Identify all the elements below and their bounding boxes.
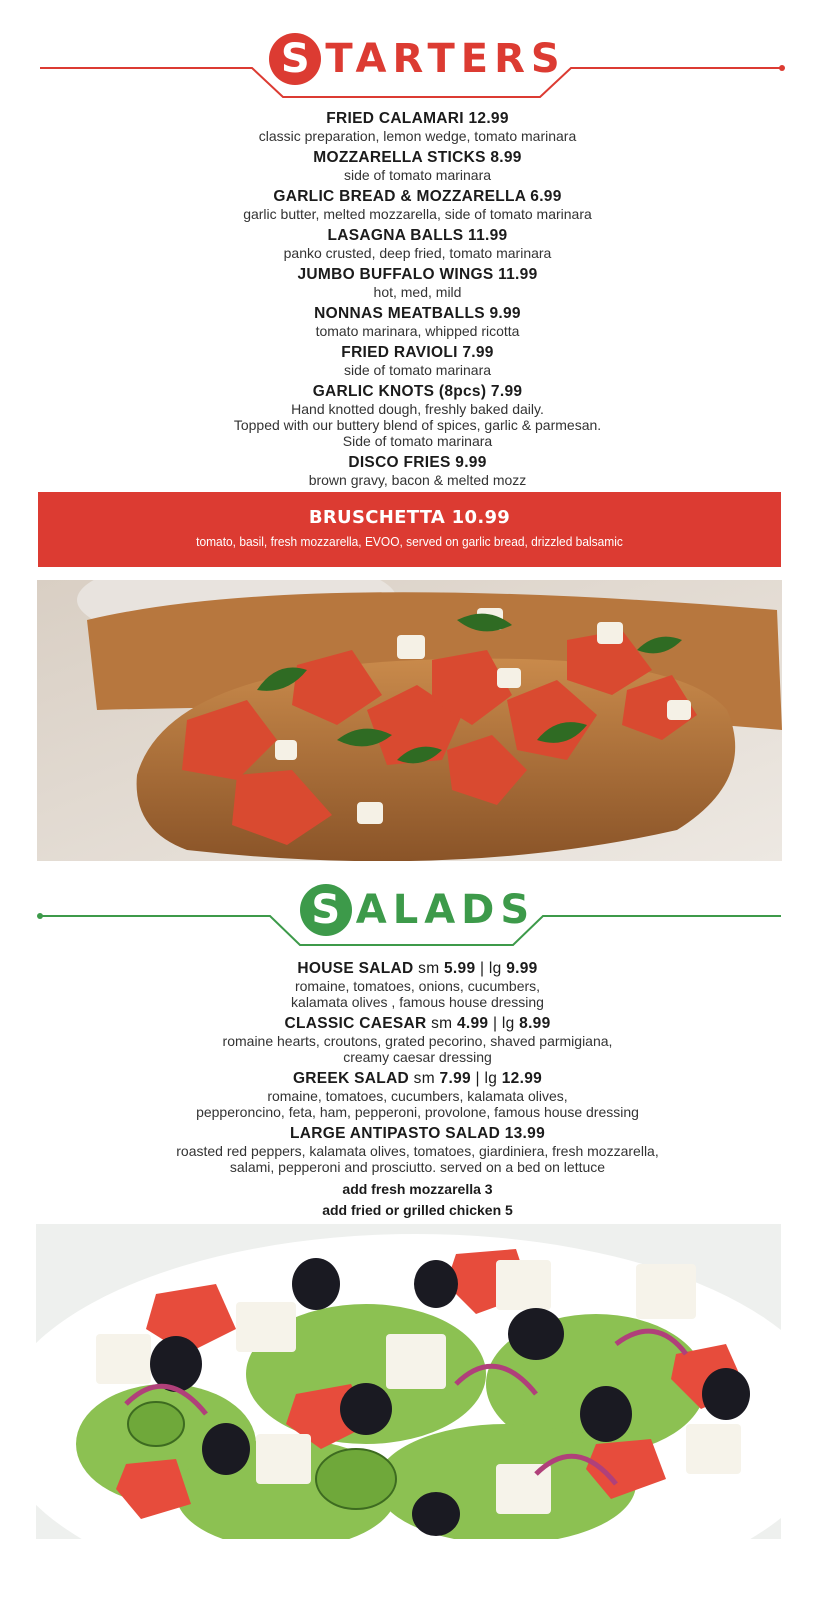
menu-item — [0, 382, 835, 449]
salads-title-text: ALADS — [355, 887, 536, 933]
item-description: side of tomato marinara — [343, 167, 492, 183]
menu-item — [0, 959, 835, 1010]
size-label-large: | lg — [492, 1015, 515, 1032]
item-description: Hand knotted dough, freshly baked daily. — [291, 401, 544, 417]
item-name: MOZZARELLA STICKS 8.99 — [313, 149, 522, 166]
menu-item — [0, 187, 835, 222]
item-name-row — [0, 1124, 835, 1143]
item-name: CLASSIC CAESAR — [284, 1015, 427, 1032]
item-description: creamy caesar dressing — [343, 1049, 492, 1065]
salad-photo — [36, 1224, 781, 1539]
price-small: 7.99 — [439, 1070, 471, 1087]
menu-item — [0, 1069, 835, 1120]
starters-title-text: TARTERS — [325, 36, 566, 82]
bruschetta-banner — [38, 492, 781, 567]
bruschetta-photo — [37, 580, 782, 861]
item-description: romaine, tomatoes, onions, cucumbers, — [294, 978, 541, 994]
item-description: roasted red peppers, kalamata olives, tomatoes, giardiniera, fresh mozzarella, — [176, 1143, 659, 1159]
item-description: panko crusted, deep fried, tomato marinara — [283, 245, 552, 261]
size-label-large: | lg — [480, 960, 502, 977]
starters-menu-list — [0, 109, 835, 492]
item-name-row — [0, 1014, 835, 1033]
menu-item — [0, 453, 835, 488]
salads-header — [0, 876, 835, 966]
size-label-large: | lg — [475, 1070, 498, 1087]
item-name: LASAGNA BALLS 11.99 — [327, 227, 508, 244]
addon-option: add fresh mozzarella 3 — [342, 1181, 493, 1197]
item-description: tomato marinara, whipped ricotta — [315, 323, 520, 339]
salads-badge: S — [300, 884, 352, 936]
price-large: 9.99 — [506, 960, 538, 977]
bruschetta-title: BRUSCHETTA 10.99 — [308, 507, 511, 528]
bruschetta-description: tomato, basil, fresh mozzarella, EVOO, served on garlic bread, drizzled balsamic — [196, 534, 623, 549]
item-name: FRIED CALAMARI 12.99 — [326, 110, 509, 127]
item-description: hot, med, mild — [373, 284, 462, 300]
item-description: brown gravy, bacon & melted mozz — [308, 472, 527, 488]
item-name: NONNAS MEATBALLS 9.99 — [314, 305, 521, 322]
item-description: kalamata olives , famous house dressing — [291, 994, 544, 1010]
menu-item — [0, 343, 835, 378]
item-description: pepperoncino, feta, ham, pepperoni, provolone, famous house dressing — [196, 1104, 639, 1120]
size-label-small: sm — [413, 1070, 435, 1087]
size-label-small: sm — [431, 1015, 453, 1032]
price-small: 5.99 — [444, 960, 476, 977]
menu-item — [0, 265, 835, 300]
price-small: 4.99 — [456, 1015, 489, 1032]
menu-item — [0, 1124, 835, 1175]
menu-item — [0, 226, 835, 261]
item-description: garlic butter, melted mozzarella, side of tomato marinara — [243, 206, 592, 222]
item-description: Topped with our buttery blend of spices, garlic & parmesan. — [233, 417, 602, 433]
item-name: FRIED RAVIOLI 7.99 — [341, 344, 494, 361]
addon-option: add fried or grilled chicken 5 — [322, 1202, 513, 1218]
price-large: 8.99 — [519, 1015, 551, 1032]
salads-title — [0, 883, 835, 936]
size-label-small: sm — [418, 960, 440, 977]
item-description: salami, pepperoni and prosciutto. served on a bed on lettuce — [229, 1159, 606, 1175]
item-name: DISCO FRIES 9.99 — [348, 454, 487, 471]
menu-item — [0, 1014, 835, 1065]
item-name: HOUSE SALAD — [297, 960, 414, 977]
item-name: JUMBO BUFFALO WINGS 11.99 — [297, 266, 538, 283]
menu-item — [0, 304, 835, 339]
price-large: 12.99 — [501, 1070, 543, 1087]
item-description: romaine, tomatoes, cucumbers, kalamata olives, — [267, 1088, 568, 1104]
item-description: side of tomato marinara — [343, 362, 492, 378]
item-name-row — [0, 959, 835, 978]
starters-badge: S — [269, 33, 321, 85]
item-description: classic preparation, lemon wedge, tomato marinara — [258, 128, 577, 144]
item-name: GARLIC KNOTS (8pcs) 7.99 — [312, 383, 523, 400]
item-name: GARLIC BREAD & MOZZARELLA 6.99 — [273, 188, 562, 205]
item-name: LARGE ANTIPASTO SALAD 13.99 — [290, 1125, 545, 1142]
salads-menu-list — [0, 959, 835, 1221]
item-name: GREEK SALAD — [292, 1070, 410, 1087]
item-description: Side of tomato marinara — [342, 433, 493, 449]
menu-item — [0, 148, 835, 183]
item-name-row — [0, 1069, 835, 1088]
starters-title — [0, 32, 835, 85]
item-description: romaine hearts, croutons, grated pecorino, shaved parmigiana, — [222, 1033, 613, 1049]
menu-item — [0, 109, 835, 144]
starters-header — [0, 28, 835, 118]
